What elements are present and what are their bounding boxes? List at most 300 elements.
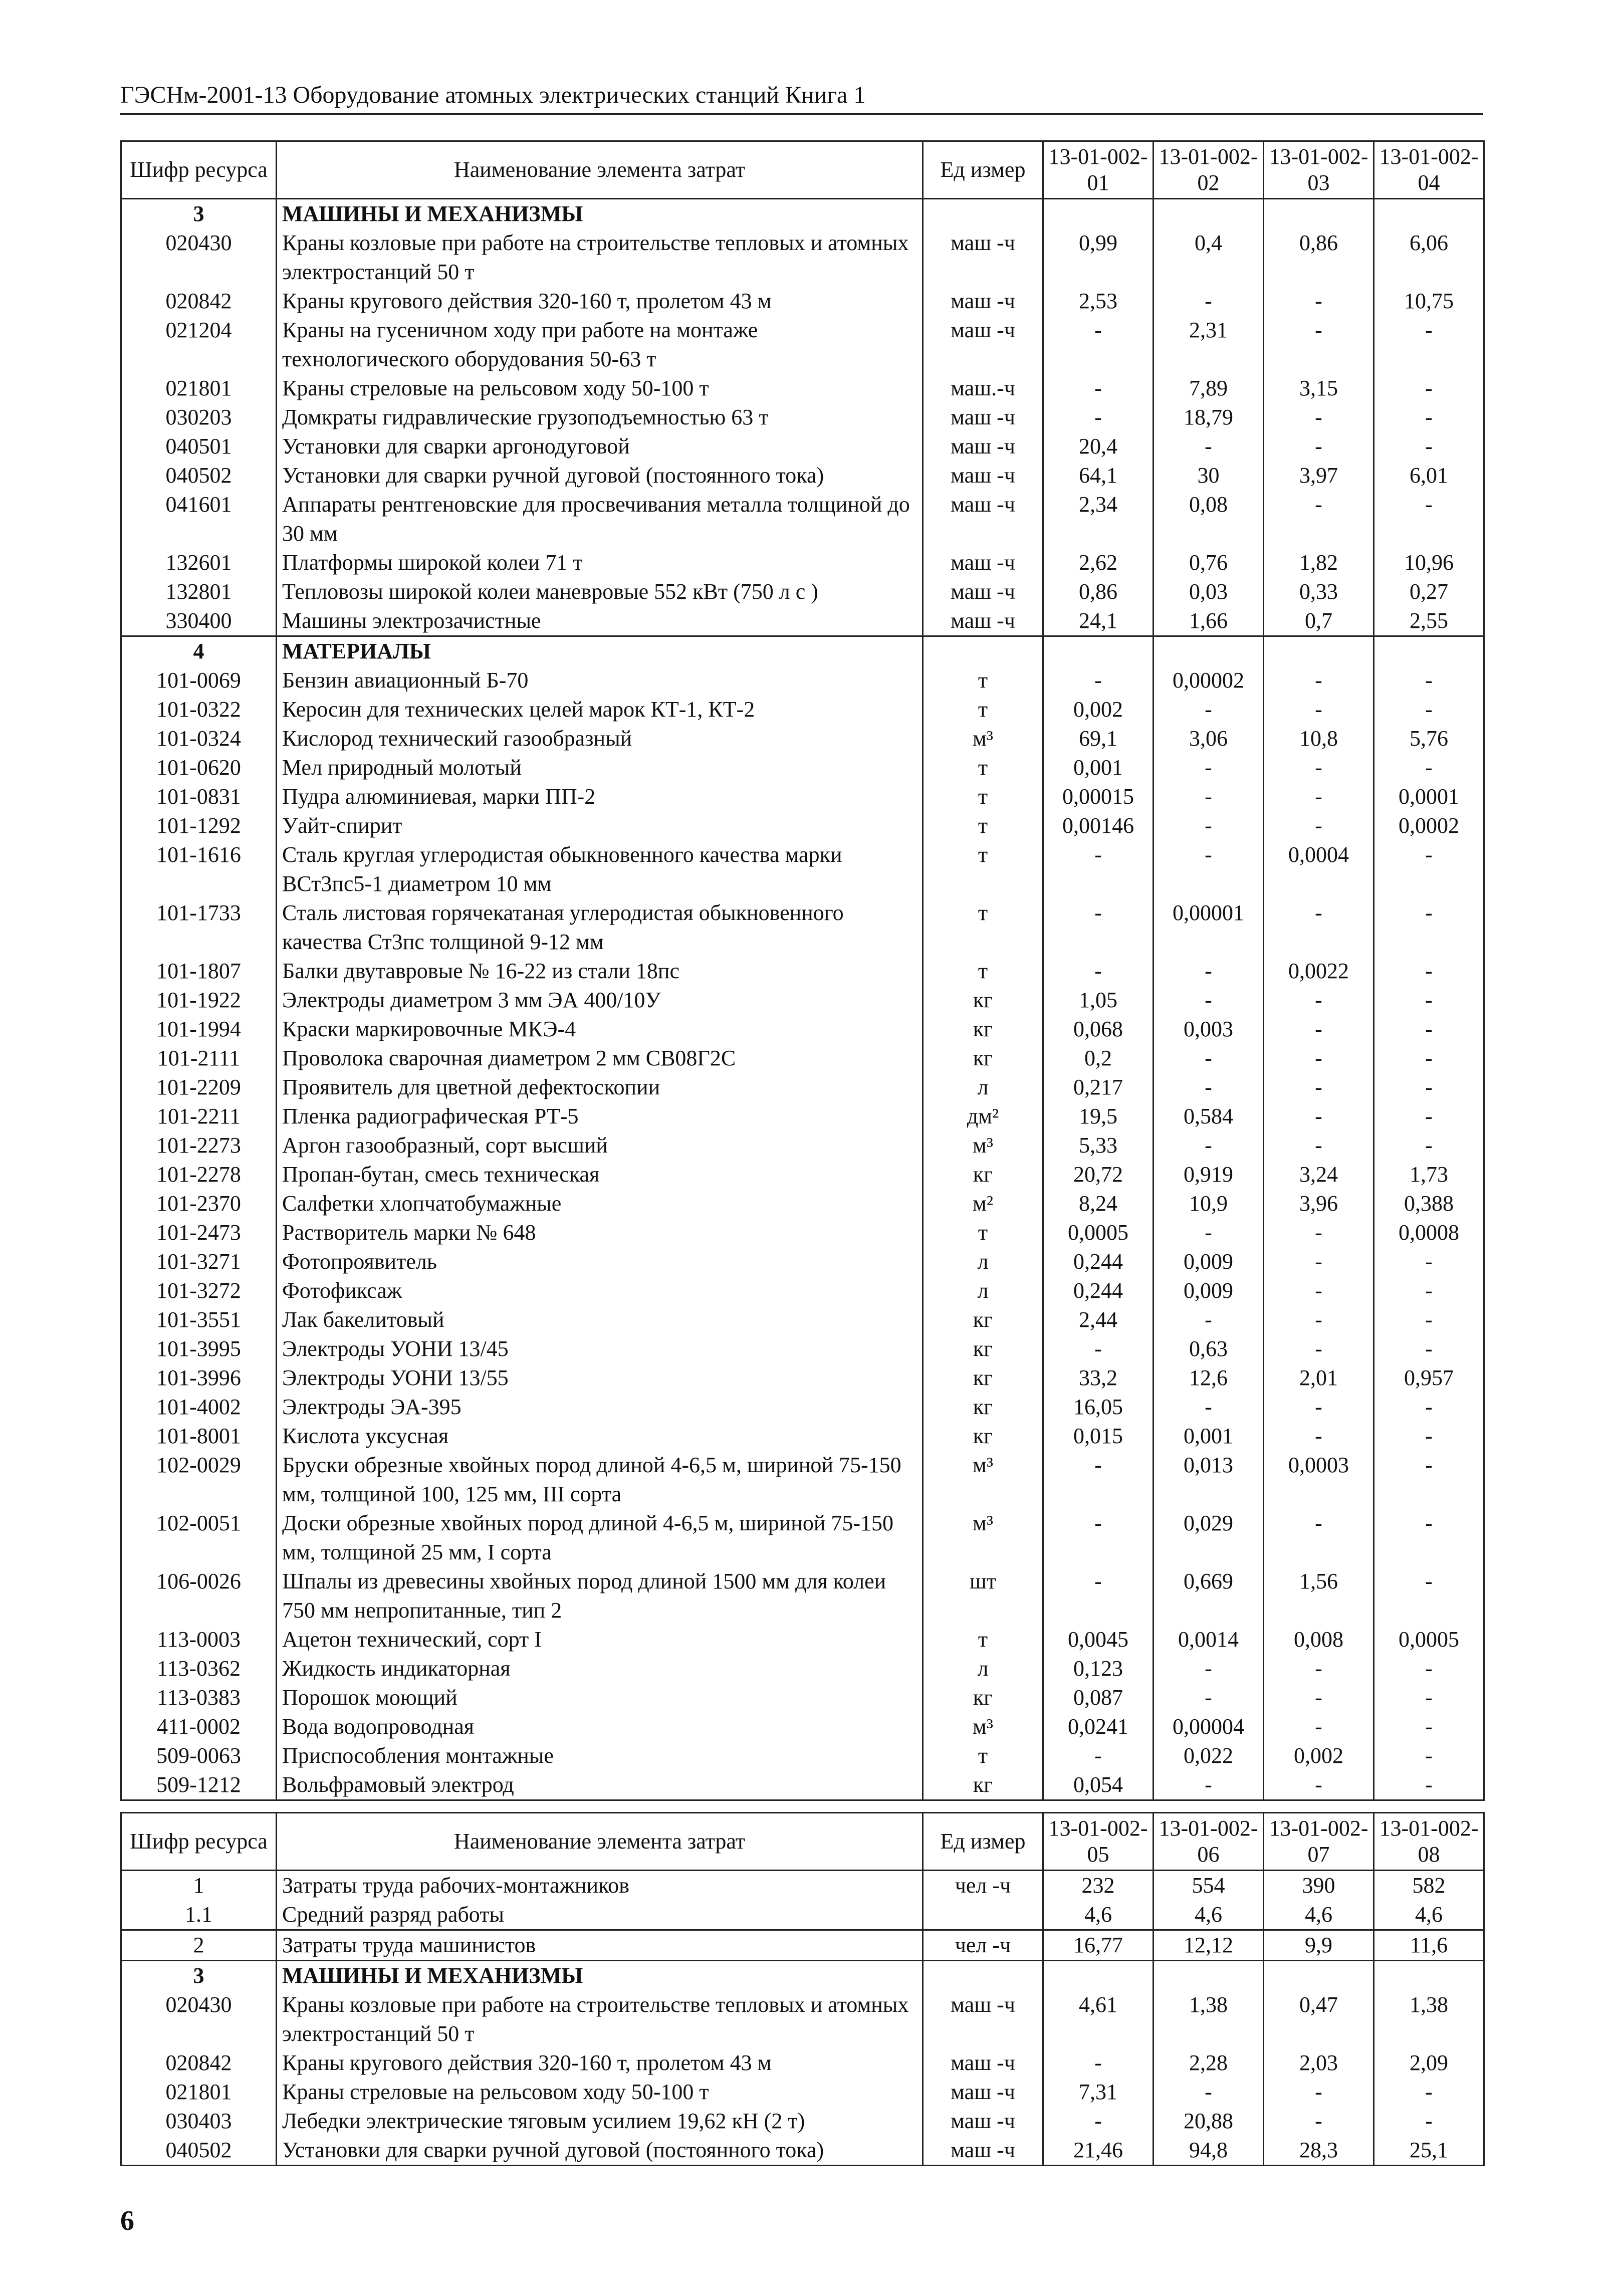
resource-table-2 — [120, 1812, 1485, 2166]
value-cell: 2,62 — [1043, 548, 1154, 577]
value-cell: 16,05 — [1043, 1393, 1154, 1422]
value-cell: - — [1264, 695, 1374, 724]
unit-cell: т — [923, 1218, 1043, 1247]
value-cell: 2,34 — [1043, 490, 1154, 548]
col-header-norm: 13-01-002-05 — [1043, 1813, 1154, 1871]
value-cell: - — [1154, 986, 1264, 1015]
resource-code: 101-2209 — [121, 1073, 277, 1102]
resource-name: Жидкость индикаторная — [277, 1654, 923, 1683]
value-cell: - — [1154, 811, 1264, 840]
table-row — [121, 1334, 1484, 1363]
value-cell: - — [1264, 1509, 1374, 1567]
resource-code: 2 — [121, 1930, 277, 1961]
value-cell: 0,015 — [1043, 1422, 1154, 1451]
resource-code: 101-3996 — [121, 1363, 277, 1393]
value-cell: - — [1154, 957, 1264, 986]
table-row — [121, 1712, 1484, 1741]
empty-cell — [1374, 1961, 1484, 1991]
value-cell: - — [1264, 2107, 1374, 2136]
value-cell: - — [1154, 2078, 1264, 2107]
value-cell: 2,31 — [1154, 316, 1264, 374]
value-cell: 1,73 — [1374, 1160, 1484, 1189]
table-row — [121, 753, 1484, 782]
resource-code: 113-0362 — [121, 1654, 277, 1683]
value-cell: 33,2 — [1043, 1363, 1154, 1393]
resource-code: 102-0051 — [121, 1509, 277, 1567]
value-cell: - — [1043, 1451, 1154, 1509]
resource-name: Порошок моющий — [277, 1683, 923, 1712]
value-cell: 12,12 — [1154, 1930, 1264, 1961]
resource-name: Домкраты гидравлические грузоподъемностью 63 т — [277, 403, 923, 432]
unit-cell: маш -ч — [923, 2048, 1043, 2078]
unit-cell: т — [923, 840, 1043, 898]
table-row — [121, 1102, 1484, 1131]
col-header-code: Шифр ресурса — [121, 141, 277, 199]
table-row — [121, 1044, 1484, 1073]
unit-cell: маш -ч — [923, 548, 1043, 577]
value-cell: 0,013 — [1154, 1451, 1264, 1509]
value-cell: 0,0014 — [1154, 1625, 1264, 1654]
value-cell: 0,217 — [1043, 1073, 1154, 1102]
resource-code: 101-3995 — [121, 1334, 277, 1363]
section-title: МАШИНЫ И МЕХАНИЗМЫ — [277, 1961, 923, 1991]
value-cell: 28,3 — [1264, 2136, 1374, 2166]
value-cell: 1,05 — [1043, 986, 1154, 1015]
unit-cell: маш.-ч — [923, 374, 1043, 403]
value-cell: 0,00004 — [1154, 1712, 1264, 1741]
resource-code: 021801 — [121, 2078, 277, 2107]
value-cell: 2,01 — [1264, 1363, 1374, 1393]
resource-name: Тепловозы широкой колеи маневровые 552 кВт (750 л с ) — [277, 577, 923, 606]
value-cell: 0,244 — [1043, 1247, 1154, 1276]
table-row — [121, 2078, 1484, 2107]
value-cell: - — [1154, 782, 1264, 811]
resource-code: 101-1994 — [121, 1015, 277, 1044]
resource-name: Кислород технический газообразный — [277, 724, 923, 753]
resource-name: Пленка радиографическая РТ-5 — [277, 1102, 923, 1131]
value-cell: - — [1154, 753, 1264, 782]
resource-code: 101-2278 — [121, 1160, 277, 1189]
col-header-norm: 13-01-002-06 — [1154, 1813, 1264, 1871]
value-cell: 9,9 — [1264, 1930, 1374, 1961]
section-title: МАШИНЫ И МЕХАНИЗМЫ — [277, 199, 923, 229]
value-cell: 10,8 — [1264, 724, 1374, 753]
value-cell: - — [1374, 316, 1484, 374]
unit-cell: маш -ч — [923, 403, 1043, 432]
table-row — [121, 577, 1484, 606]
value-cell: - — [1043, 374, 1154, 403]
resource-name: Сталь круглая углеродистая обыкновенного качества марки ВСт3пс5-1 диаметром 10 мм — [277, 840, 923, 898]
value-cell: 0,0045 — [1043, 1625, 1154, 1654]
value-cell: 20,72 — [1043, 1160, 1154, 1189]
value-cell: 1,38 — [1374, 1990, 1484, 2048]
resource-name: Фотопроявитель — [277, 1247, 923, 1276]
resource-code: 040501 — [121, 432, 277, 461]
unit-cell: маш -ч — [923, 577, 1043, 606]
resource-code: 101-3271 — [121, 1247, 277, 1276]
table-row — [121, 548, 1484, 577]
value-cell: 25,1 — [1374, 2136, 1484, 2166]
value-cell: 0,087 — [1043, 1683, 1154, 1712]
value-cell: - — [1154, 287, 1264, 316]
resource-code: 101-0831 — [121, 782, 277, 811]
unit-cell: м³ — [923, 1712, 1043, 1741]
value-cell: 0,00001 — [1154, 898, 1264, 957]
empty-cell — [1043, 199, 1154, 229]
empty-cell — [923, 199, 1043, 229]
resource-code: 021801 — [121, 374, 277, 403]
resource-code: 041601 — [121, 490, 277, 548]
value-cell: - — [1264, 1073, 1374, 1102]
value-cell: - — [1374, 1654, 1484, 1683]
value-cell: 0,123 — [1043, 1654, 1154, 1683]
value-cell: - — [1264, 287, 1374, 316]
unit-cell: л — [923, 1247, 1043, 1276]
value-cell: - — [1264, 1422, 1374, 1451]
table-row — [121, 1422, 1484, 1451]
value-cell: - — [1043, 957, 1154, 986]
value-cell: - — [1043, 1334, 1154, 1363]
resource-name: Краны стреловые на рельсовом ходу 50-100 т — [277, 2078, 923, 2107]
unit-cell: маш -ч — [923, 1990, 1043, 2048]
value-cell: - — [1043, 2048, 1154, 2078]
resource-code: 101-2370 — [121, 1189, 277, 1218]
resource-name: Ацетон технический, сорт I — [277, 1625, 923, 1654]
table-row — [121, 782, 1484, 811]
value-cell: - — [1264, 1102, 1374, 1131]
value-cell: - — [1374, 1276, 1484, 1305]
col-header-norm: 13-01-002-04 — [1374, 141, 1484, 199]
resource-code: 101-2211 — [121, 1102, 277, 1131]
resource-name: Краски маркировочные МКЭ-4 — [277, 1015, 923, 1044]
table-row — [121, 606, 1484, 636]
value-cell: - — [1264, 1712, 1374, 1741]
value-cell: 1,66 — [1154, 606, 1264, 636]
resource-name: Вольфрамовый электрод — [277, 1770, 923, 1800]
resource-name: Бензин авиационный Б-70 — [277, 666, 923, 695]
value-cell: - — [1264, 666, 1374, 695]
value-cell: - — [1264, 1654, 1374, 1683]
value-cell: - — [1154, 1770, 1264, 1800]
resource-code: 1 — [121, 1871, 277, 1901]
value-cell: - — [1374, 1422, 1484, 1451]
unit-cell: л — [923, 1073, 1043, 1102]
value-cell: - — [1374, 1131, 1484, 1160]
value-cell: 12,6 — [1154, 1363, 1264, 1393]
value-cell: - — [1374, 1334, 1484, 1363]
value-cell: 19,5 — [1043, 1102, 1154, 1131]
value-cell: - — [1374, 1741, 1484, 1770]
col-header-norm: 13-01-002-02 — [1154, 141, 1264, 199]
resource-name: Шпалы из древесины хвойных пород длиной 1500 мм для колеи 750 мм непропитанные, тип 2 — [277, 1567, 923, 1625]
table-row — [121, 1741, 1484, 1770]
table-row — [121, 2136, 1484, 2166]
resource-code: 040502 — [121, 461, 277, 490]
resource-code: 020430 — [121, 228, 277, 287]
value-cell: 4,6 — [1374, 1900, 1484, 1930]
value-cell: 0,919 — [1154, 1160, 1264, 1189]
unit-cell: кг — [923, 1422, 1043, 1451]
value-cell: - — [1374, 374, 1484, 403]
empty-cell — [1154, 1961, 1264, 1991]
value-cell: - — [1374, 1567, 1484, 1625]
value-cell: - — [1043, 2107, 1154, 2136]
value-cell: 0,0001 — [1374, 782, 1484, 811]
value-cell: - — [1264, 782, 1374, 811]
resource-name: Установки для сварки аргонодуговой — [277, 432, 923, 461]
resource-name: Керосин для технических целей марок КТ-1, КТ-2 — [277, 695, 923, 724]
unit-cell: кг — [923, 1393, 1043, 1422]
value-cell: 0,0004 — [1264, 840, 1374, 898]
value-cell: 2,55 — [1374, 606, 1484, 636]
empty-cell — [1264, 1961, 1374, 1991]
table-row — [121, 957, 1484, 986]
table-row — [121, 287, 1484, 316]
value-cell: 0,009 — [1154, 1276, 1264, 1305]
value-cell: - — [1264, 2078, 1374, 2107]
value-cell: 0,001 — [1154, 1422, 1264, 1451]
value-cell: 0,0003 — [1264, 1451, 1374, 1509]
table-row — [121, 1305, 1484, 1334]
value-cell: 0,00002 — [1154, 666, 1264, 695]
unit-cell: кг — [923, 1363, 1043, 1393]
value-cell: 0,022 — [1154, 1741, 1264, 1770]
page-number: 6 — [120, 2205, 134, 2236]
unit-cell: маш -ч — [923, 2107, 1043, 2136]
value-cell: - — [1154, 1218, 1264, 1247]
value-cell: 18,79 — [1154, 403, 1264, 432]
resource-code: 330400 — [121, 606, 277, 636]
table-body — [121, 199, 1484, 1800]
value-cell: 0,00146 — [1043, 811, 1154, 840]
table-row — [121, 1015, 1484, 1044]
table-row — [121, 1218, 1484, 1247]
value-cell: 16,77 — [1043, 1930, 1154, 1961]
resource-code: 101-2111 — [121, 1044, 277, 1073]
value-cell: 0,054 — [1043, 1770, 1154, 1800]
value-cell: - — [1264, 811, 1374, 840]
value-cell: 1,82 — [1264, 548, 1374, 577]
value-cell: - — [1264, 1044, 1374, 1073]
unit-cell: м³ — [923, 1131, 1043, 1160]
value-cell: 0,86 — [1043, 577, 1154, 606]
value-cell: 0,003 — [1154, 1015, 1264, 1044]
value-cell: - — [1264, 1131, 1374, 1160]
value-cell: - — [1264, 753, 1374, 782]
value-cell: - — [1374, 1102, 1484, 1131]
resource-code: 102-0029 — [121, 1451, 277, 1509]
value-cell: - — [1264, 1334, 1374, 1363]
unit-cell: м² — [923, 1189, 1043, 1218]
table-row — [121, 1770, 1484, 1800]
col-header-code: Шифр ресурса — [121, 1813, 277, 1871]
table-row — [121, 1930, 1484, 1961]
resource-name: Средний разряд работы — [277, 1900, 923, 1930]
value-cell: - — [1374, 898, 1484, 957]
value-cell: 0,7 — [1264, 606, 1374, 636]
col-header-norm: 13-01-002-01 — [1043, 141, 1154, 199]
value-cell: - — [1154, 1654, 1264, 1683]
resource-code: 101-8001 — [121, 1422, 277, 1451]
resource-code: 101-0069 — [121, 666, 277, 695]
value-cell: 0,2 — [1043, 1044, 1154, 1073]
value-cell: - — [1264, 316, 1374, 374]
table-row — [121, 1567, 1484, 1625]
resource-code: 101-0322 — [121, 695, 277, 724]
unit-cell: т — [923, 753, 1043, 782]
resource-name: Затраты труда машинистов — [277, 1930, 923, 1961]
value-cell: - — [1264, 1276, 1374, 1305]
value-cell: 64,1 — [1043, 461, 1154, 490]
value-cell: 4,6 — [1154, 1900, 1264, 1930]
resource-name: Краны кругового действия 320-160 т, пролетом 43 м — [277, 2048, 923, 2078]
value-cell: - — [1374, 1770, 1484, 1800]
unit-cell: чел -ч — [923, 1930, 1043, 1961]
table-row — [121, 811, 1484, 840]
value-cell: - — [1043, 1509, 1154, 1567]
resource-name: Затраты труда рабочих-монтажников — [277, 1871, 923, 1901]
value-cell: - — [1374, 1015, 1484, 1044]
value-cell: 0,63 — [1154, 1334, 1264, 1363]
value-cell: 0,0241 — [1043, 1712, 1154, 1741]
value-cell: - — [1374, 1393, 1484, 1422]
section-number: 3 — [121, 1961, 277, 1991]
table-row — [121, 1654, 1484, 1683]
value-cell: - — [1154, 1073, 1264, 1102]
value-cell: 582 — [1374, 1871, 1484, 1901]
unit-cell: т — [923, 811, 1043, 840]
table-row — [121, 1871, 1484, 1901]
empty-cell — [1043, 1961, 1154, 1991]
value-cell: - — [1154, 1393, 1264, 1422]
value-cell: - — [1154, 1305, 1264, 1334]
value-cell: 0,33 — [1264, 577, 1374, 606]
table-row — [121, 2107, 1484, 2136]
table-row — [121, 316, 1484, 374]
resource-code: 113-0003 — [121, 1625, 277, 1654]
table-row — [121, 461, 1484, 490]
value-cell: - — [1374, 753, 1484, 782]
value-cell: 3,24 — [1264, 1160, 1374, 1189]
table-row — [121, 490, 1484, 548]
resource-name: Краны козловые при работе на строительстве тепловых и атомных электростанций 50 т — [277, 1990, 923, 2048]
resource-name: Аргон газообразный, сорт высший — [277, 1131, 923, 1160]
value-cell: - — [1264, 1247, 1374, 1276]
unit-cell: т — [923, 782, 1043, 811]
value-cell: - — [1154, 432, 1264, 461]
value-cell: 0,47 — [1264, 1990, 1374, 2048]
resource-code: 132801 — [121, 577, 277, 606]
resource-name: Аппараты рентгеновские для просвечивания металла толщиной до 30 мм — [277, 490, 923, 548]
empty-cell — [1154, 199, 1264, 229]
value-cell: 20,4 — [1043, 432, 1154, 461]
resource-name: Электроды УОНИ 13/45 — [277, 1334, 923, 1363]
resource-code: 101-3272 — [121, 1276, 277, 1305]
value-cell: 1,56 — [1264, 1567, 1374, 1625]
unit-cell: м³ — [923, 1451, 1043, 1509]
value-cell: 3,97 — [1264, 461, 1374, 490]
value-cell: 4,6 — [1264, 1900, 1374, 1930]
unit-cell: кг — [923, 1683, 1043, 1712]
unit-cell — [923, 1900, 1043, 1930]
unit-cell: маш -ч — [923, 461, 1043, 490]
resource-code: 030203 — [121, 403, 277, 432]
resource-code: 021204 — [121, 316, 277, 374]
resource-name: Проявитель для цветной дефектоскопии — [277, 1073, 923, 1102]
value-cell: - — [1043, 1567, 1154, 1625]
value-cell: 1,38 — [1154, 1990, 1264, 2048]
table-row — [121, 986, 1484, 1015]
value-cell: 0,0008 — [1374, 1218, 1484, 1247]
value-cell: - — [1043, 316, 1154, 374]
value-cell: 3,96 — [1264, 1189, 1374, 1218]
resource-code: 020430 — [121, 1990, 277, 2048]
value-cell: - — [1043, 898, 1154, 957]
table-row — [121, 666, 1484, 695]
table-row — [121, 403, 1484, 432]
resource-name: Проволока сварочная диаметром 2 мм СВ08Г2С — [277, 1044, 923, 1073]
section-row — [121, 636, 1484, 666]
value-cell: - — [1264, 1015, 1374, 1044]
table-row — [121, 1509, 1484, 1567]
resource-code: 101-1292 — [121, 811, 277, 840]
resource-name: Растворитель марки № 648 — [277, 1218, 923, 1247]
value-cell: 0,76 — [1154, 548, 1264, 577]
value-cell: 2,03 — [1264, 2048, 1374, 2078]
unit-cell: дм² — [923, 1102, 1043, 1131]
value-cell: 7,31 — [1043, 2078, 1154, 2107]
section-row — [121, 1961, 1484, 1991]
value-cell: - — [1374, 695, 1484, 724]
resource-name: Лебедки электрические тяговым усилием 19,62 кН (2 т) — [277, 2107, 923, 2136]
resource-code: 113-0383 — [121, 1683, 277, 1712]
value-cell: 4,6 — [1043, 1900, 1154, 1930]
unit-cell: т — [923, 695, 1043, 724]
table-row — [121, 1625, 1484, 1654]
value-cell: - — [1374, 840, 1484, 898]
resource-name: Бруски обрезные хвойных пород длиной 4-6,5 м, шириной 75-150 мм, толщиной 100, 125 мм, III сорта — [277, 1451, 923, 1509]
empty-cell — [1264, 636, 1374, 666]
value-cell: - — [1154, 695, 1264, 724]
value-cell: 0,27 — [1374, 577, 1484, 606]
col-header-norm: 13-01-002-07 — [1264, 1813, 1374, 1871]
value-cell: - — [1264, 1770, 1374, 1800]
col-header-unit: Ед измер — [923, 141, 1043, 199]
unit-cell: л — [923, 1276, 1043, 1305]
col-header-norm: 13-01-002-08 — [1374, 1813, 1484, 1871]
value-cell: 6,06 — [1374, 228, 1484, 287]
value-cell: 11,6 — [1374, 1930, 1484, 1961]
table-header-row — [121, 141, 1484, 199]
value-cell: 2,44 — [1043, 1305, 1154, 1334]
resource-name: Доски обрезные хвойных пород длиной 4-6,5 м, шириной 75-150 мм, толщиной 25 мм, I сорта — [277, 1509, 923, 1567]
value-cell: - — [1374, 666, 1484, 695]
value-cell: 390 — [1264, 1871, 1374, 1901]
resource-table-1 — [120, 140, 1485, 1801]
resource-name: Установки для сварки ручной дуговой (постоянного тока) — [277, 461, 923, 490]
value-cell: 0,99 — [1043, 228, 1154, 287]
col-header-unit: Ед измер — [923, 1813, 1043, 1871]
resource-code: 509-0063 — [121, 1741, 277, 1770]
unit-cell: маш -ч — [923, 490, 1043, 548]
value-cell: - — [1374, 403, 1484, 432]
table-row — [121, 374, 1484, 403]
value-cell: 0,03 — [1154, 577, 1264, 606]
value-cell: 5,33 — [1043, 1131, 1154, 1160]
resource-code: 101-2473 — [121, 1218, 277, 1247]
resource-code: 101-1616 — [121, 840, 277, 898]
resource-code: 106-0026 — [121, 1567, 277, 1625]
